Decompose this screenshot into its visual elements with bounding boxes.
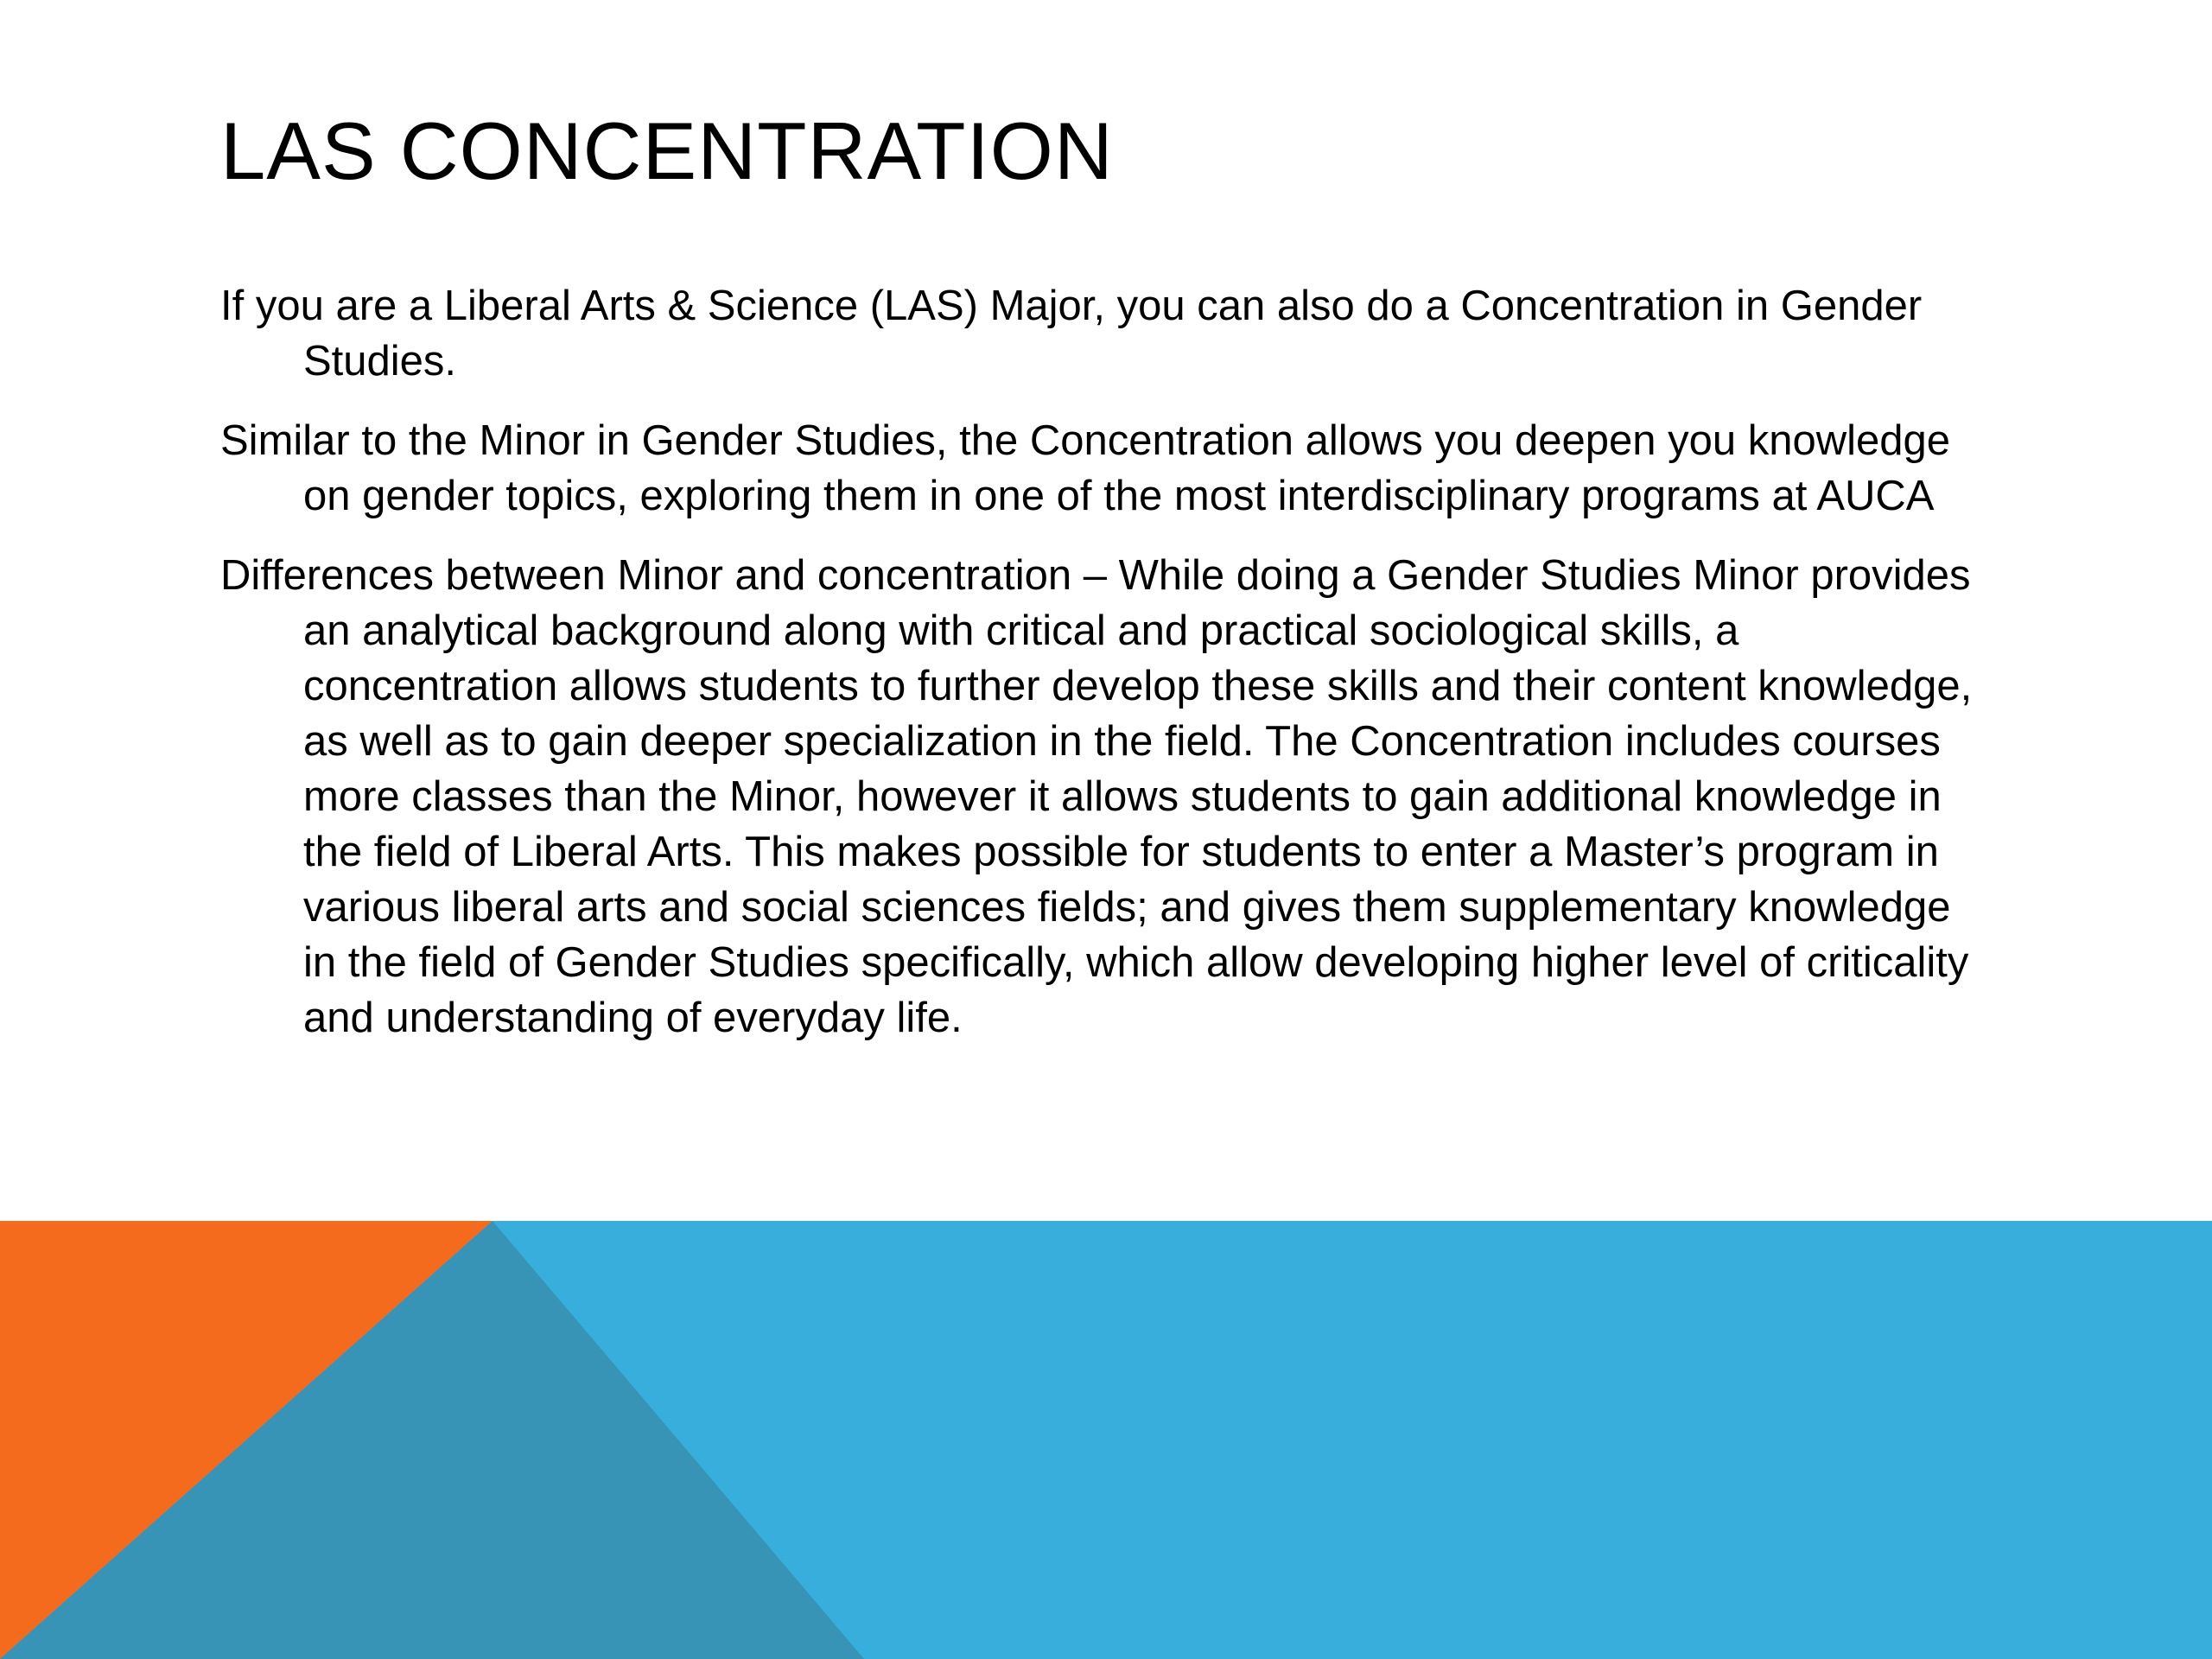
paragraph-similar-to-minor: Similar to the Minor in Gender Studies, the Concentration allows you deepen you knowledge on gender topics, exploring them in one of the most interdisciplinary programs at AUCA: [220, 417, 1950, 519]
slide-body: [220, 278, 1992, 1070]
paragraph-differences: Differences between Minor and concentration – While doing a Gender Studies Minor provides an analytical background along with critical and practical sociological skills, a concentration allows students to further develop these skills and their content knowledge, as well as to gain deeper specialization in the field. The Concentration includes courses more classes than the Minor, however it allows students to gain additional knowledge in the field of Liberal Arts. This makes possible for students to enter a Master’s program in various liberal arts and social sciences fields; and gives them supplementary knowledge in the field of Gender Studies specifically, which allow developing higher level of criticality and understanding of everyday life.: [220, 552, 1973, 1041]
footer-decoration: [0, 1221, 2212, 1659]
paragraph-las-major: If you are a Liberal Arts & Science (LAS) Major, you can also do a Concentration in Gender Studies.: [220, 283, 1923, 385]
slide-title: LAS CONCENTRATION: [220, 105, 1114, 196]
